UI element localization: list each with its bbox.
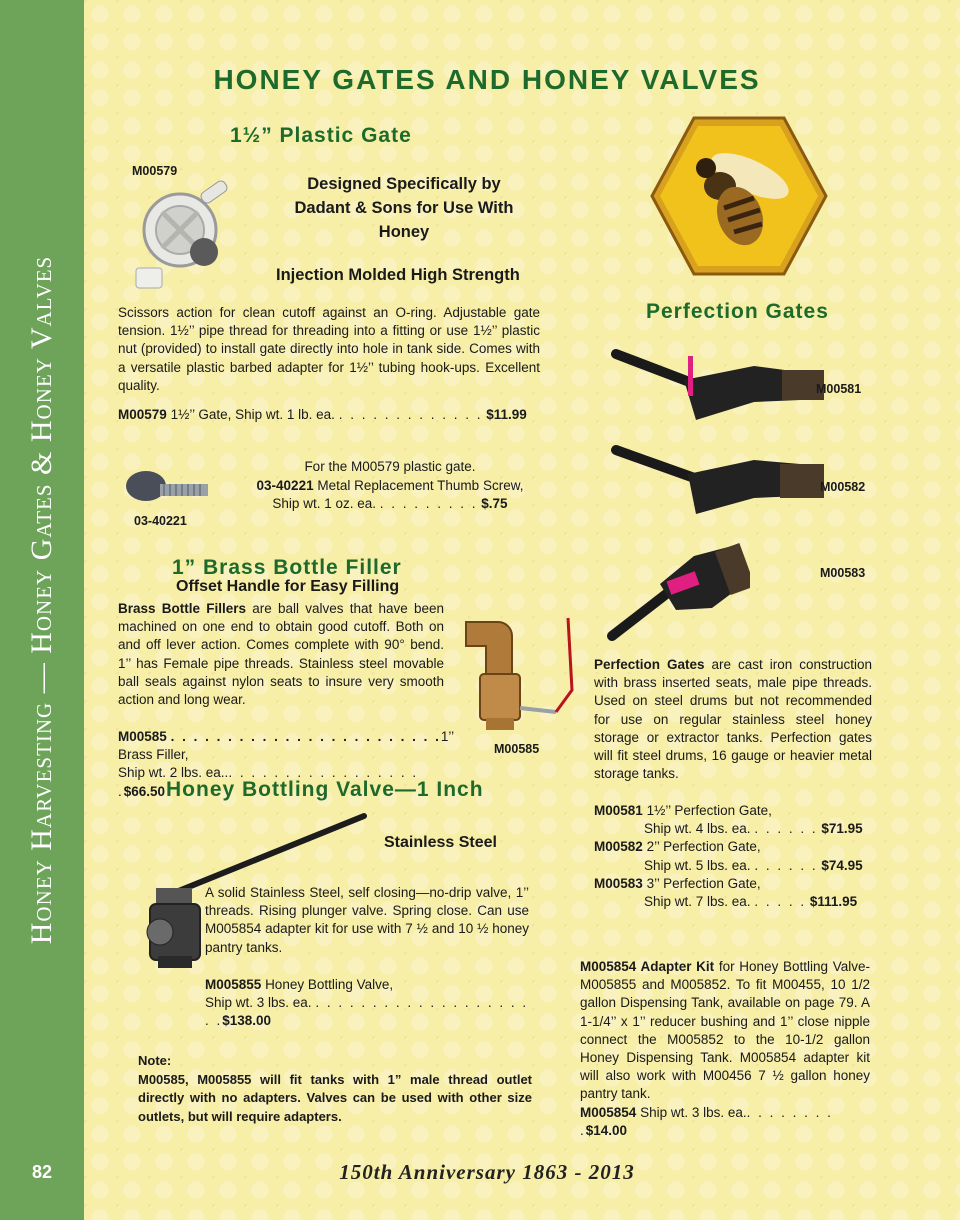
bottling-valve-description: A solid Stainless Steel, self closing—no-drip valve, 1’’ threads. Rising plunger valve. Spring close. Can use M005854 adapter kit for use with 7 ½ and 10 ½ honey pantry tanks. [205,885,529,955]
bottle-filler-description [118,600,444,709]
adapter-kit-order-code: M005854 [580,1105,637,1120]
thumb-screw-dots: . . . . . . . . . [379,496,478,511]
order-code: M00583 [594,875,643,891]
bottling-valve-subheading: Stainless Steel [384,834,497,851]
plastic-gate-icon [128,168,240,296]
order-ship: Ship wt. 5 lbs. ea. [644,857,751,873]
plastic-gate-tagline: Designed Specifically by Dadant & Sons for Use With Honey [294,175,514,241]
order-name: 2’’ Perfection Gate, [646,839,761,855]
adapter-kit-description [580,958,870,1104]
order-price: $111.95 [809,894,858,910]
order-code: M00582 [594,839,643,855]
perfection-gates-body: are cast iron construction with brass inserted seats, male pipe threads. Used on steel drums but not recommended for use on regular stainless steel honey storage or extractor tanks. Perfection gates will fit steel drums, 16 gauge or heavier metal storage tanks. [594,657,872,782]
thumb-screw-icon [122,464,212,514]
bottling-valve-order-line2: Ship wt. 3 lbs. ea. [205,995,312,1011]
note-text: M00585, M005855 will fit tanks with 1” male thread outlet directly with no adapters. Valves can be used with other size outlets, but will require adapters. [138,1071,532,1124]
perfection-gate-code-3: M00583 [820,566,866,580]
bee-icon [650,116,828,276]
adapter-kit-price: $14.00 [585,1123,628,1139]
bottling-valve-price: $138.00 [222,1013,272,1029]
perfection-gate-icon [604,436,830,520]
plastic-gate-heading: 1½” Plastic Gate [230,124,412,147]
footer: 150th Anniversary 1863 - 2013 [339,1160,635,1184]
order-dots: . . . . . [754,894,807,910]
brass-filler-image-code: M00585 [494,742,540,756]
page-title: HONEY GATES AND HONEY VALVES [213,64,761,95]
thumb-screw-line3: Ship wt. 1 oz. ea. [272,496,376,511]
perfection-gate-icon [604,538,750,642]
perfection-gate-icon [604,336,830,432]
thumb-screw-line1: For the M00579 plastic gate. [304,459,476,474]
plastic-gate-order-text: 1½’’ Gate, Ship wt. 1 lb. ea. [170,407,335,422]
order-price: $74.95 [821,857,863,873]
thumb-screw-code: 03-40221 [256,477,314,493]
bottling-valve-order [205,976,535,1031]
note-box [138,1052,532,1126]
perfection-gates-heading: Perfection Gates [646,300,829,323]
plastic-gate-order-code: M00579 [118,407,167,422]
brass-filler-icon [456,608,586,736]
bottling-valve-order-text: Honey Bottling Valve, [265,977,394,992]
perfection-gate-code-2: M00582 [820,480,866,494]
order-name: 3’’ Perfection Gate, [646,875,761,891]
bottle-filler-heading: 1” Brass Bottle Filler [172,556,402,579]
bottling-valve-order-dots: . . . . . . . . . . . . . . . . . . . . . [205,995,529,1029]
order-price: $71.95 [821,821,863,837]
order-ship: Ship wt. 7 lbs. ea. [644,894,751,910]
bottle-filler-subheading: Offset Handle for Easy Filling [176,578,400,595]
bottle-filler-order-text: 1’’ Brass Filler, [118,729,454,763]
adapter-kit-lead: M005854 Adapter Kit [580,959,715,974]
plastic-gate-order [118,406,548,424]
sidebar-title: Honey Harvesting — Honey Gates & Honey Valves [25,255,58,945]
plastic-gate-price: $11.99 [486,407,527,422]
order-ship: Ship wt. 4 lbs. ea. [644,821,751,837]
bottling-valve-heading: Honey Bottling Valve—1 Inch [166,778,484,801]
note-label: Note: [138,1053,172,1068]
adapter-kit-order-dots: . . . . . . . . . [580,1105,833,1139]
plastic-gate-image-code: M00579 [132,164,178,178]
thumb-screw-price: $.75 [481,496,508,511]
perfection-gates-description [594,656,872,783]
bottle-filler-order-line2: Ship wt. 2 lbs. ea.. [118,765,229,781]
bottling-valve-order-code: M005855 [205,977,262,992]
bottle-filler-lead: Brass Bottle Fillers [118,601,246,616]
bottle-filler-order-code: M00585 [118,729,167,744]
adapter-kit-order [580,1104,880,1140]
perfection-gate-code-1: M00581 [816,382,862,396]
bottle-filler-body: are ball valves that have been machined on one end to obtain good cutoff. Both on and off lever action. Comes complete with 90° bend. 1’’ has Female pipe threads. Stainless steel movable ball seals against nylon seats to insure very smooth action and long wear. [118,601,444,708]
bottle-filler-order-dots1: . . . . . . . . . . . . . . . . . . . . . . . . [170,729,441,744]
perfection-gate-order [594,838,884,874]
sidebar [0,0,84,1220]
adapter-kit-body: for Honey Bottling Valve-M005855 and M005852. To fit M00455, 10 1/2 gallon Dispensing Tank, available on page 79. A 1-1/4’’ x 1’’ reducer bushing and 1’’ close nipple connect the M005852 to the 10-1/2 gallon Honey Dispensing Tank. M005854 adapter kit will also work with M00456 7 ½ gallon honey pantry tank. [580,959,870,1102]
page-number: 82 [31,1162,53,1182]
plastic-gate-subtagline: Injection Molded High Strength [276,266,520,284]
order-name: 1½’’ Perfection Gate, [646,803,772,818]
perfection-gate-order [594,802,884,838]
bottle-filler-price: $66.50 [123,783,166,799]
perfection-gate-order [594,875,884,911]
bottle-filler-order-dots2: . . . . . . . . . . . . . . . . . . [118,765,419,799]
plastic-gate-order-dots: . . . . . . . . . . . . . [338,407,483,422]
perfection-gates-orders [594,802,884,911]
thumb-screw-text [230,458,550,514]
perfection-gates-lead: Perfection Gates [594,657,705,672]
order-code: M00581 [594,803,643,818]
thumb-screw-line2: Metal Replacement Thumb Screw, [317,477,524,493]
adapter-kit-order-text: Ship wt. 3 lbs. ea. [640,1105,747,1120]
order-dots: . . . . . . [754,857,818,873]
order-dots: . . . . . . [754,821,818,837]
plastic-gate-description: Scissors action for clean cutoff against an O-ring. Adjustable gate tension. 1½’’ pipe thread for threading into a fitting or use 1½’’ plastic nut (provided) to install gate directly into hole in tank side. Comes with a versatile plastic barbed adapter for 1½’’ tubing hook-ups. Excellent quality. [118,305,540,393]
thumb-screw-image-code: 03-40221 [134,514,187,528]
